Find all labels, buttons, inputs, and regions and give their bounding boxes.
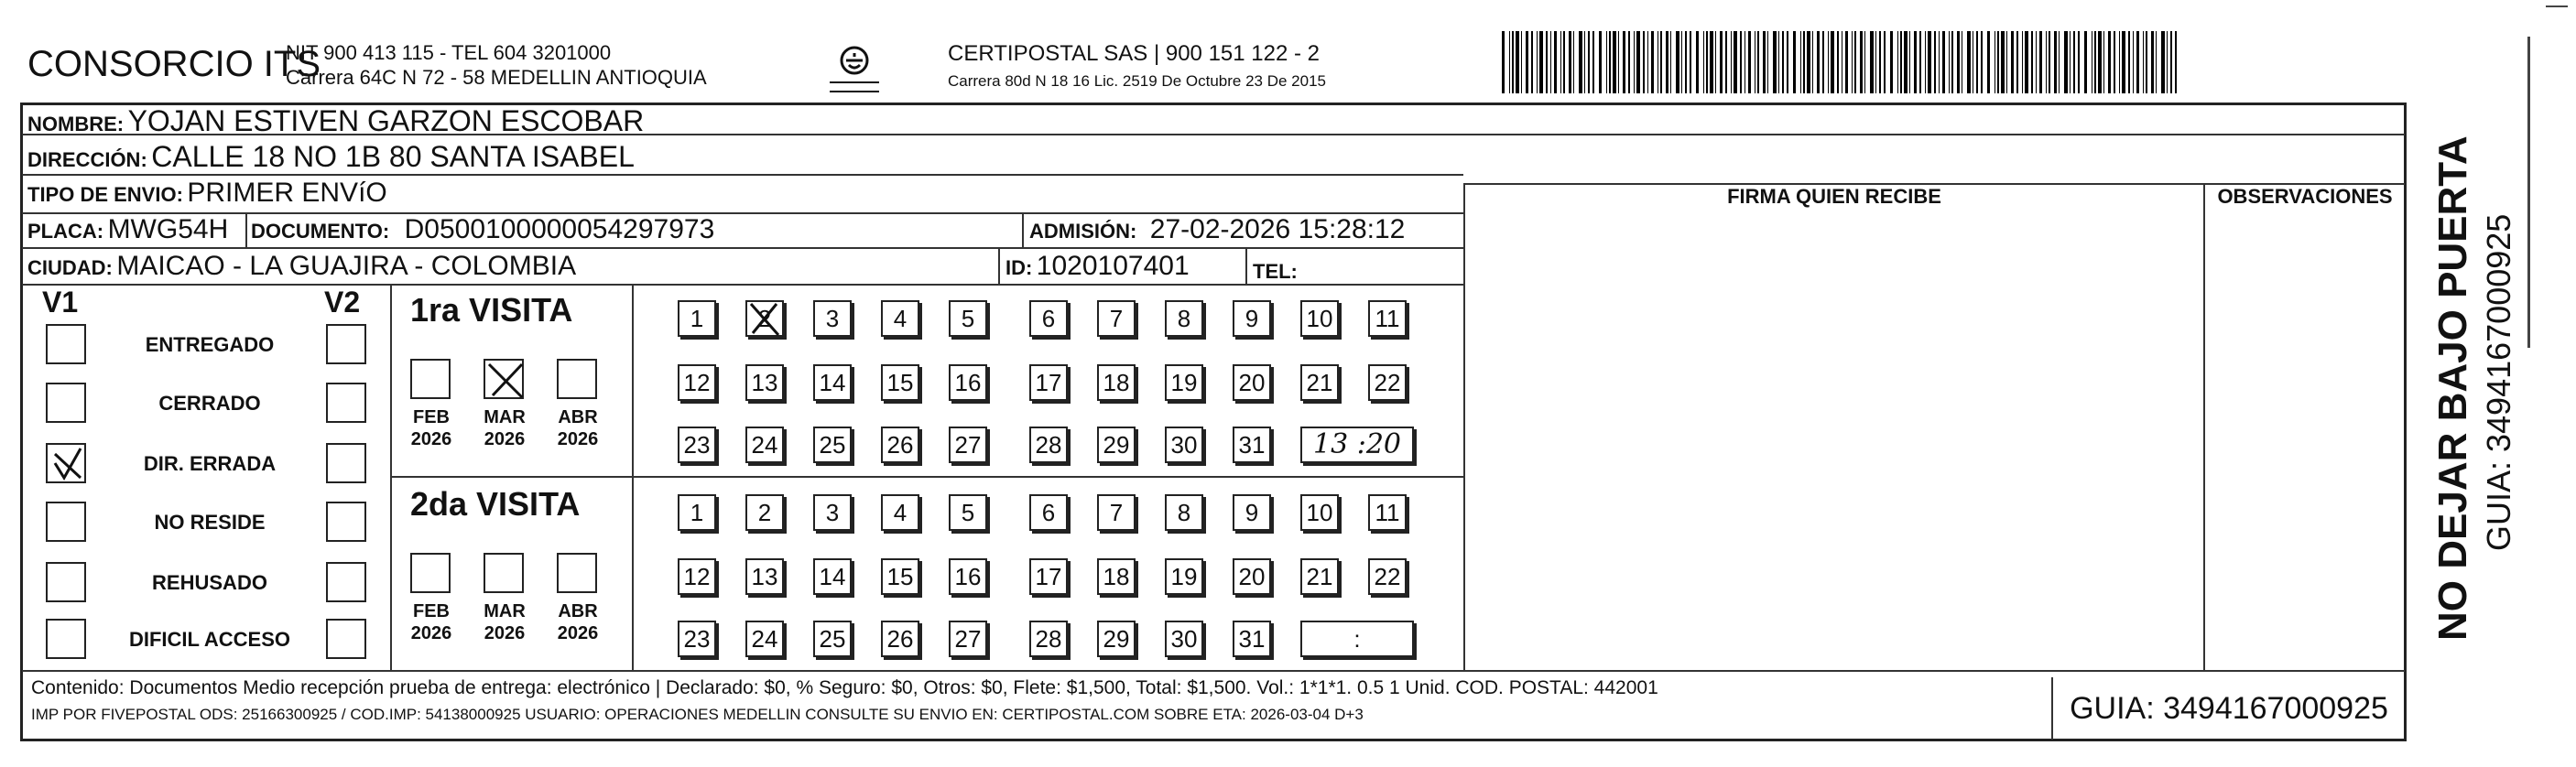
barcode-bar: [1987, 31, 1990, 93]
scan-edge: [2546, 5, 2568, 7]
day-box[interactable]: 29: [1097, 427, 1136, 463]
ciudad-value: MAICAO - LA GUAJIRA - COLOMBIA: [116, 251, 577, 281]
barcode-bar: [2133, 31, 2134, 93]
courier-info: [948, 40, 1326, 95]
barcode-bar: [2039, 31, 2042, 93]
day-box[interactable]: 20: [1233, 364, 1271, 401]
barcode-bar: [1870, 31, 1874, 93]
side-guia: GUIA: 3494167000925: [2480, 213, 2517, 551]
month-label: MAR 2026: [484, 407, 526, 449]
barcode-bar: [1787, 31, 1788, 93]
day-box[interactable]: 22: [1368, 558, 1407, 595]
barcode-bar: [1890, 31, 1893, 93]
barcode-bar: [1710, 31, 1713, 93]
barcode-bar: [2098, 31, 2102, 93]
time-box[interactable]: 13 :20: [1300, 427, 1414, 463]
barcode-bar: [1837, 31, 1839, 93]
barcode-bar: [1651, 31, 1654, 93]
barcode-bar: [2054, 31, 2057, 93]
month-label: FEB 2026: [410, 601, 452, 643]
barcode-bar: [1822, 31, 1824, 93]
v2-header: V2: [324, 286, 361, 319]
v1-checkbox[interactable]: [46, 443, 86, 483]
status-label: NO RESIDE: [154, 511, 266, 534]
guia-number: GUIA: 3494167000925: [2051, 677, 2405, 740]
day-box[interactable]: 18: [1097, 364, 1136, 401]
barcode-bar: [1509, 31, 1510, 93]
barcode-bar: [1914, 31, 1917, 93]
day-box[interactable]: 19: [1165, 364, 1203, 401]
day-box[interactable]: 1: [678, 300, 716, 337]
barcode-bar: [2156, 31, 2157, 93]
month-checkbox[interactable]: [484, 359, 524, 399]
barcode-bar: [2059, 31, 2060, 93]
barcode-bar: [1817, 31, 1820, 93]
day-box[interactable]: 3: [813, 494, 852, 531]
id-value: 1020107401: [1036, 251, 1190, 281]
admision-field: [1029, 214, 1405, 245]
barcode-bar: [2103, 31, 2104, 93]
barcode-bar: [2070, 31, 2071, 93]
v1-checkbox[interactable]: [46, 383, 86, 423]
barcode-bar: [1670, 31, 1671, 93]
day-box[interactable]: 19: [1165, 558, 1203, 595]
v1-checkbox[interactable]: [46, 502, 86, 542]
barcode-bar: [1618, 31, 1619, 93]
barcode-bar: [1934, 31, 1936, 93]
tipo-value: PRIMER ENVíO: [187, 178, 387, 208]
barcode-bar: [2122, 31, 2125, 93]
barcode-bar: [1681, 31, 1682, 93]
barcode-bar: [1812, 31, 1813, 93]
tipo-label: TIPO DE ENVIO:: [27, 183, 183, 206]
company-info: [286, 40, 707, 90]
barcode-bar: [1539, 31, 1543, 93]
barcode-bar: [2143, 31, 2144, 93]
barcode-bar: [1502, 31, 1505, 93]
month-label: ABR 2026: [557, 601, 599, 643]
status-label: CERRADO: [158, 392, 261, 415]
barcode-bar: [1928, 31, 1931, 93]
barcode-bar: [1569, 31, 1571, 93]
barcode-bar: [2031, 31, 2033, 93]
barcode-bar: [1957, 31, 1960, 93]
direccion-label: DIRECCIÓN:: [27, 148, 147, 171]
barcode-bar: [2022, 31, 2023, 93]
v2-checkbox[interactable]: [326, 562, 366, 602]
barcode-bar: [1666, 31, 1668, 93]
barcode-bar: [1521, 31, 1522, 93]
day-box[interactable]: 30: [1165, 621, 1203, 657]
barcode-bar: [1676, 31, 1679, 93]
day-box[interactable]: 27: [949, 621, 987, 657]
barcode-bar: [1904, 31, 1908, 93]
v2-checkbox[interactable]: [326, 324, 366, 364]
barcode-bar: [1831, 31, 1834, 93]
month-label: FEB 2026: [410, 407, 452, 449]
barcode-bar: [2167, 31, 2168, 93]
barcode-bar: [1526, 31, 1528, 93]
barcode-bar: [1803, 31, 1805, 93]
day-box[interactable]: 27: [949, 427, 987, 463]
barcode-bar: [1643, 31, 1645, 93]
day-box[interactable]: 30: [1165, 427, 1203, 463]
day-box[interactable]: 7: [1097, 494, 1136, 531]
col-divider: [1245, 247, 1247, 284]
barcode-bar: [2151, 31, 2154, 93]
barcode-bar: [1690, 31, 1691, 93]
day-box[interactable]: 15: [881, 364, 919, 401]
barcode: [1502, 31, 2184, 93]
day-box[interactable]: 18: [1097, 558, 1136, 595]
barcode-bar: [2011, 31, 2014, 93]
day-box[interactable]: 21: [1300, 364, 1339, 401]
barcode-bar: [1706, 31, 1708, 93]
day-box[interactable]: 10: [1300, 494, 1339, 531]
barcode-bar: [1949, 31, 1950, 93]
barcode-bar: [1554, 31, 1557, 93]
barcode-bar: [1860, 31, 1863, 93]
x-mark-icon: [745, 300, 784, 337]
barcode-bar: [1828, 31, 1829, 93]
visit-divider: [390, 476, 1463, 478]
barcode-bar: [1588, 31, 1590, 93]
day-box[interactable]: 15: [881, 558, 919, 595]
barcode-bar: [2025, 31, 2028, 93]
barcode-bar: [2046, 31, 2047, 93]
day-box[interactable]: 14: [813, 558, 852, 595]
v2-checkbox[interactable]: [326, 383, 366, 423]
barcode-bar: [1748, 31, 1751, 93]
barcode-bar: [1660, 31, 1662, 93]
barcode-bar: [1757, 31, 1759, 93]
barcode-bar: [1512, 31, 1514, 93]
company-address-line: Carrera 64C N 72 - 58 MEDELLIN ANTIOQUIA: [286, 66, 707, 89]
day-box[interactable]: 13: [745, 558, 784, 595]
barcode-bar: [1579, 31, 1582, 93]
company-nit-line: NIT 900 413 115 - TEL 604 3201000: [286, 41, 612, 64]
barcode-bar: [1516, 31, 1519, 93]
placa-label: PLACA:: [27, 220, 104, 243]
tel-field: [1253, 254, 1298, 286]
day-box[interactable]: 4: [881, 494, 919, 531]
day-box[interactable]: 31: [1233, 621, 1271, 657]
barcode-bar: [2073, 31, 2075, 93]
tel-label: TEL:: [1253, 260, 1298, 283]
nombre-label: NOMBRE:: [27, 113, 125, 135]
documento-label: DOCUMENTO:: [251, 220, 390, 243]
barcode-bar: [1884, 31, 1886, 93]
barcode-bar: [1778, 31, 1779, 93]
certipostal-logo: [826, 40, 883, 97]
barcode-bar: [1852, 31, 1853, 93]
barcode-bar: [1939, 31, 1940, 93]
day-box[interactable]: 6: [1029, 494, 1068, 531]
barcode-bar: [1919, 31, 1921, 93]
month-checkbox[interactable]: [557, 359, 597, 399]
v1-checkbox[interactable]: [46, 324, 86, 364]
barcode-bar: [1606, 31, 1607, 93]
day-box[interactable]: 11: [1368, 300, 1407, 337]
barcode-bar: [1634, 31, 1635, 93]
barcode-bar: [1647, 31, 1648, 93]
barcode-bar: [2146, 31, 2147, 93]
nombre-value: YOJAN ESTIVEN GARZON ESCOBAR: [127, 104, 645, 137]
barcode-bar: [1636, 31, 1640, 93]
placa-value: MWG54H: [107, 214, 229, 244]
barcode-bar: [1997, 31, 1999, 93]
barcode-bar: [1909, 31, 1910, 93]
barcode-bar: [2136, 31, 2139, 93]
barcode-bar: [2170, 31, 2172, 93]
day-box[interactable]: 25: [813, 621, 852, 657]
v2-checkbox[interactable]: [326, 443, 366, 483]
observaciones-header: OBSERVACIONES: [2217, 185, 2393, 208]
day-box[interactable]: 23: [678, 621, 716, 657]
day-box[interactable]: 20: [1233, 558, 1271, 595]
barcode-bar: [1546, 31, 1548, 93]
day-box[interactable]: 11: [1368, 494, 1407, 531]
barcode-bar: [1773, 31, 1777, 93]
month-label: MAR 2026: [484, 601, 526, 643]
barcode-bar: [1592, 31, 1594, 93]
barcode-bar: [2094, 31, 2096, 93]
v1-header: V1: [42, 286, 79, 319]
barcode-bar: [1531, 31, 1533, 93]
status-label: REHUSADO: [152, 571, 267, 594]
day-box[interactable]: 24: [745, 427, 784, 463]
month-label: ABR 2026: [557, 407, 599, 449]
month-checkbox[interactable]: [484, 553, 524, 593]
day-box[interactable]: 5: [949, 300, 987, 337]
day-box[interactable]: 10: [1300, 300, 1339, 337]
barcode-bar: [1981, 31, 1983, 93]
col-divider: [2203, 183, 2205, 670]
barcode-bar: [1763, 31, 1766, 93]
footer-print-line: IMP POR FIVEPOSTAL ODS: 25166300925 / COD.IMP: 54138000925 USUARIO: OPERACIONES MEDELLIN CONSULTE SU ENVIO EN: CERTIPOSTAL.COM SOBRE ETA: 2026-03-04 D+3: [31, 706, 1364, 723]
documento-value: D0500100000054297973: [404, 214, 715, 244]
id-label: ID:: [1005, 256, 1033, 279]
barcode-bar: [1782, 31, 1784, 93]
day-box[interactable]: 8: [1165, 300, 1203, 337]
day-box[interactable]: 26: [881, 427, 919, 463]
col-divider: [1022, 212, 1024, 247]
barcode-bar: [2036, 31, 2037, 93]
barcode-bar: [2001, 31, 2005, 93]
barcode-bar: [1731, 31, 1732, 93]
barcode-bar: [1599, 31, 1602, 93]
barcode-bar: [1897, 31, 1898, 93]
v1-checkbox[interactable]: [46, 619, 86, 659]
status-label: ENTREGADO: [145, 333, 275, 356]
barcode-bar: [1560, 31, 1561, 93]
barcode-bar: [2119, 31, 2120, 93]
day-box[interactable]: 7: [1097, 300, 1136, 337]
v1-checkbox[interactable]: [46, 562, 86, 602]
barcode-bar: [1628, 31, 1630, 93]
courier-name-line: CERTIPOSTAL SAS | 900 151 122 - 2: [948, 41, 1320, 66]
barcode-bar: [1793, 31, 1796, 93]
side-notice: [2425, 128, 2524, 641]
day-box[interactable]: 9: [1233, 300, 1271, 337]
placa-field: [27, 214, 228, 245]
barcode-bar: [1696, 31, 1699, 93]
barcode-bar: [1807, 31, 1810, 93]
day-box[interactable]: 16: [949, 364, 987, 401]
company-name: CONSORCIO ITS: [27, 44, 321, 84]
barcode-bar: [2128, 31, 2130, 93]
day-box[interactable]: 12: [678, 364, 716, 401]
direccion-field: [27, 140, 635, 174]
day-box[interactable]: 17: [1029, 364, 1068, 401]
barcode-bar: [2084, 31, 2087, 93]
barcode-bar: [1685, 31, 1687, 93]
barcode-bar: [2078, 31, 2080, 93]
ciudad-field: [27, 251, 576, 282]
barcode-bar: [2064, 31, 2068, 93]
day-box[interactable]: 2: [745, 494, 784, 531]
barcode-bar: [1720, 31, 1723, 93]
time-box[interactable]: :: [1300, 621, 1414, 657]
barcode-bar: [1613, 31, 1616, 93]
row-divider: [22, 670, 2405, 672]
barcode-bar: [1976, 31, 1978, 93]
day-box[interactable]: 9: [1233, 494, 1271, 531]
barcode-bar: [1875, 31, 1876, 93]
col-divider: [245, 212, 247, 247]
day-box[interactable]: 29: [1097, 621, 1136, 657]
day-box[interactable]: 16: [949, 558, 987, 595]
barcode-bar: [1740, 31, 1742, 93]
barcode-bar: [2016, 31, 2018, 93]
day-box[interactable]: 22: [1368, 364, 1407, 401]
barcode-bar: [1951, 31, 1953, 93]
day-box[interactable]: 28: [1029, 621, 1068, 657]
barcode-bar: [1537, 31, 1538, 93]
footer-content-line: Contenido: Documentos Medio recepción prueba de entrega: electrónico | Declarado: $0, % Seguro: $0, Otros: $0, Flete: $1,500, Total: $1,500. Vol.: 1*1*1. 0.5 1 Unid. COD. POSTAL: 442001: [31, 677, 1658, 698]
day-box[interactable]: 12: [678, 558, 716, 595]
documento-field: [251, 214, 714, 245]
day-box[interactable]: 17: [1029, 558, 1068, 595]
check-mark-icon: [48, 445, 88, 485]
barcode-bar: [1767, 31, 1768, 93]
barcode-bar: [1854, 31, 1856, 93]
day-box[interactable]: 31: [1233, 427, 1271, 463]
x-mark-icon: [485, 361, 526, 401]
barcode-bar: [2161, 31, 2165, 93]
barcode-bar: [1994, 31, 1995, 93]
barcode-bar: [1864, 31, 1865, 93]
barcode-bar: [1550, 31, 1551, 93]
barcode-bar: [1609, 31, 1611, 93]
barcode-bar: [2006, 31, 2007, 93]
ciudad-label: CIUDAD:: [27, 256, 113, 279]
barcode-bar: [1734, 31, 1737, 93]
day-box[interactable]: 13: [745, 364, 784, 401]
barcode-bar: [1967, 31, 1971, 93]
admision-label: ADMISIÓN:: [1029, 220, 1137, 243]
month-checkbox[interactable]: [410, 553, 451, 593]
barcode-bar: [1879, 31, 1881, 93]
barcode-bar: [1925, 31, 1926, 93]
month-checkbox[interactable]: [410, 359, 451, 399]
barcode-bar: [1942, 31, 1945, 93]
scan-edge: [2527, 37, 2530, 348]
barcode-bar: [1725, 31, 1727, 93]
barcode-bar: [1900, 31, 1902, 93]
v2-checkbox[interactable]: [326, 619, 366, 659]
id-field: [1005, 251, 1190, 282]
day-box[interactable]: 8: [1165, 494, 1203, 531]
status-label: DIR. ERRADA: [143, 452, 277, 475]
barcode-bar: [2108, 31, 2111, 93]
row-divider: [22, 284, 1463, 286]
day-box[interactable]: 25: [813, 427, 852, 463]
day-box[interactable]: 28: [1029, 427, 1068, 463]
visit-title: 1ra VISITA: [410, 291, 573, 329]
day-box[interactable]: 26: [881, 621, 919, 657]
day-box[interactable]: 4: [881, 300, 919, 337]
day-box[interactable]: 1: [678, 494, 716, 531]
day-box[interactable]: 5: [949, 494, 987, 531]
barcode-bar: [1563, 31, 1565, 93]
barcode-bar: [1584, 31, 1585, 93]
col-divider: [998, 247, 1000, 284]
direccion-value: CALLE 18 NO 1B 80 SANTA ISABEL: [151, 140, 635, 173]
barcode-bar: [1845, 31, 1848, 93]
v2-checkbox[interactable]: [326, 502, 366, 542]
col-divider: [1463, 183, 1465, 670]
side-warning: NO DEJAR BAJO PUERTA: [2430, 135, 2475, 641]
courier-license-line: Carrera 80d N 18 16 Lic. 2519 De Octubre 23 De 2015: [948, 72, 1326, 90]
day-box[interactable]: 23: [678, 427, 716, 463]
barcode-bar: [1573, 31, 1574, 93]
barcode-bar: [1715, 31, 1716, 93]
visit-title: 2da VISITA: [410, 485, 581, 523]
day-box[interactable]: 21: [1300, 558, 1339, 595]
barcode-bar: [2175, 31, 2177, 93]
barcode-bar: [1703, 31, 1704, 93]
barcode-bar: [2114, 31, 2115, 93]
day-box[interactable]: 3: [813, 300, 852, 337]
barcode-bar: [1623, 31, 1625, 93]
month-checkbox[interactable]: [557, 553, 597, 593]
row-divider: [22, 174, 1463, 176]
barcode-bar: [2049, 31, 2050, 93]
firma-header: FIRMA QUIEN RECIBE: [1727, 185, 1941, 208]
day-box[interactable]: 24: [745, 621, 784, 657]
nombre-field: [27, 104, 644, 138]
tipo-field: [27, 178, 387, 209]
admision-value: 27-02-2026 15:28:12: [1149, 214, 1406, 244]
barcode-bar: [1800, 31, 1801, 93]
day-box[interactable]: 6: [1029, 300, 1068, 337]
day-box[interactable]: 2: [745, 300, 784, 337]
day-box[interactable]: 14: [813, 364, 852, 401]
status-label: DIFICIL ACCESO: [128, 628, 290, 651]
